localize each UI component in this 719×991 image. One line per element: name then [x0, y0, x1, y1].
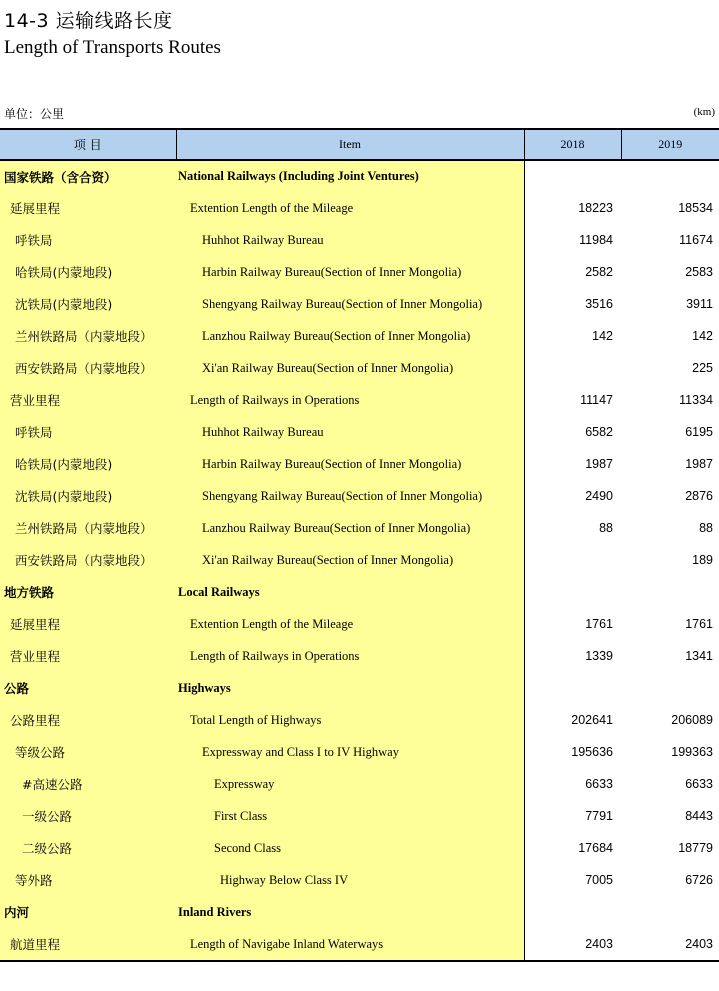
value-2018: 11147 [580, 393, 613, 407]
value-2018 [524, 160, 621, 192]
value-2019: 6726 [685, 873, 713, 887]
value-2019: 6195 [685, 425, 713, 439]
row-label-cn: 一级公路 [0, 800, 176, 832]
row-label-en: Expressway and Class I to IV Highway [176, 736, 524, 768]
value-2019: 11334 [679, 393, 713, 407]
row-label-en: First Class [176, 800, 524, 832]
value-2018: 2582 [585, 265, 613, 279]
column-header-2019: 2019 [621, 129, 719, 160]
value-2019: 18779 [678, 841, 713, 855]
value-2019: 225 [692, 361, 713, 375]
table-row [0, 192, 719, 224]
table-row [0, 832, 719, 864]
row-label-en: Second Class [176, 832, 524, 864]
value-2019: 1987 [685, 457, 713, 471]
row-label-en: Shengyang Railway Bureau(Section of Inner Mongolia) [176, 480, 524, 512]
table-row [0, 928, 719, 961]
row-label-cn: 兰州铁路局（内蒙地段） [0, 320, 176, 352]
row-label-en: Local Railways [176, 576, 524, 608]
value-2019 [621, 672, 719, 704]
value-2019 [621, 576, 719, 608]
value-2018: 195636 [571, 745, 613, 759]
row-label-en: National Railways (Including Joint Ventures) [176, 160, 524, 192]
row-label-cn: #高速公路 [0, 768, 176, 800]
value-2018 [524, 352, 621, 384]
value-2019: 18534 [678, 201, 713, 215]
value-2018: 2403 [524, 928, 621, 961]
value-2018: 11984 [579, 233, 613, 247]
value-2019: 1341 [685, 649, 713, 663]
row-label-en: Extention Length of the Mileage [176, 608, 524, 640]
row-label-en: Harbin Railway Bureau(Section of Inner Mongolia) [176, 448, 524, 480]
value-2018: 142 [592, 329, 613, 343]
value-2018 [524, 672, 621, 704]
table-row [0, 480, 719, 512]
value-2018: 1339 [585, 649, 613, 663]
row-label-cn: 兰州铁路局（内蒙地段） [0, 512, 176, 544]
row-label-en: Lanzhou Railway Bureau(Section of Inner Mongolia) [176, 512, 524, 544]
column-header-item-en: Item [176, 129, 524, 160]
value-2019: 88 [699, 521, 713, 535]
table-row [0, 672, 719, 704]
value-2019: 199363 [671, 745, 713, 759]
row-label-en: Expressway [176, 768, 524, 800]
value-2019: 2583 [685, 265, 713, 279]
column-header-item-cn: 项 目 [0, 129, 176, 160]
value-2018 [524, 544, 621, 576]
row-label-en: Highways [176, 672, 524, 704]
table-row [0, 864, 719, 896]
row-label-en: Inland Rivers [176, 896, 524, 928]
value-2018: 17684 [578, 841, 613, 855]
table-row [0, 896, 719, 928]
table-body [0, 160, 719, 961]
row-label-en: Extention Length of the Mileage [176, 192, 524, 224]
table-row [0, 256, 719, 288]
routes-table [0, 128, 719, 962]
row-label-en: Total Length of Highways [176, 704, 524, 736]
row-label-en: Length of Navigabe Inland Waterways [176, 928, 524, 961]
table-row [0, 768, 719, 800]
unit-label-cn: 单位：公里 [4, 107, 65, 121]
value-2019: 2876 [685, 489, 713, 503]
table-row [0, 416, 719, 448]
value-2019: 6633 [685, 777, 713, 791]
row-label-cn: 西安铁路局（内蒙地段） [0, 544, 176, 576]
row-label-cn: 公路 [0, 672, 176, 704]
table-row [0, 448, 719, 480]
table-row [0, 736, 719, 768]
table-row [0, 288, 719, 320]
table-row [0, 704, 719, 736]
value-2019 [621, 896, 719, 928]
table-row [0, 352, 719, 384]
table-row [0, 640, 719, 672]
row-label-en: Xi'an Railway Bureau(Section of Inner Mongolia) [176, 352, 524, 384]
value-2019: 142 [692, 329, 713, 343]
value-2018: 202641 [571, 713, 613, 727]
page-title-en: Length of Transports Routes [4, 37, 221, 58]
row-label-cn: 国家铁路（含合资） [0, 160, 176, 192]
row-label-cn: 营业里程 [0, 384, 176, 416]
row-label-cn: 地方铁路 [0, 576, 176, 608]
value-2018: 1761 [585, 617, 613, 631]
row-label-en: Xi'an Railway Bureau(Section of Inner Mongolia) [176, 544, 524, 576]
row-label-cn: 呼铁局 [0, 416, 176, 448]
row-label-en: Huhhot Railway Bureau [176, 416, 524, 448]
value-2019: 11674 [679, 233, 713, 247]
page-title-cn: 14-3 运输线路长度 [4, 10, 173, 32]
row-label-cn: 延展里程 [0, 608, 176, 640]
row-label-cn: 等外路 [0, 864, 176, 896]
row-label-en: Length of Railways in Operations [176, 384, 524, 416]
row-label-cn: 内河 [0, 896, 176, 928]
value-2019: 1761 [685, 617, 713, 631]
table-row [0, 384, 719, 416]
value-2018: 3516 [585, 297, 613, 311]
value-2018: 88 [599, 521, 613, 535]
value-2018: 6633 [585, 777, 613, 791]
row-label-en: Lanzhou Railway Bureau(Section of Inner Mongolia) [176, 320, 524, 352]
row-label-cn: 呼铁局 [0, 224, 176, 256]
row-label-cn: 二级公路 [0, 832, 176, 864]
value-2018: 2490 [585, 489, 613, 503]
table-row [0, 576, 719, 608]
table-row [0, 608, 719, 640]
value-2019: 189 [692, 553, 713, 567]
row-label-cn: 西安铁路局（内蒙地段） [0, 352, 176, 384]
row-label-cn: 哈铁局(内蒙地段) [0, 256, 176, 288]
row-label-cn: 航道里程 [0, 928, 176, 961]
value-2018: 6582 [585, 425, 613, 439]
value-2019: 8443 [685, 809, 713, 823]
value-2018: 7791 [585, 809, 613, 823]
row-label-en: Highway Below Class IV [176, 864, 524, 896]
row-label-en: Length of Railways in Operations [176, 640, 524, 672]
value-2018: 18223 [578, 201, 613, 215]
table-row [0, 320, 719, 352]
row-label-cn: 沈铁局(内蒙地段) [0, 288, 176, 320]
row-label-en: Harbin Railway Bureau(Section of Inner Mongolia) [176, 256, 524, 288]
row-label-cn: 等级公路 [0, 736, 176, 768]
row-label-cn: 哈铁局(内蒙地段) [0, 448, 176, 480]
value-2019: 2403 [621, 928, 719, 961]
table-row [0, 800, 719, 832]
row-label-en: Shengyang Railway Bureau(Section of Inner Mongolia) [176, 288, 524, 320]
value-2019: 3911 [686, 297, 713, 311]
table-row [0, 160, 719, 192]
row-label-en: Huhhot Railway Bureau [176, 224, 524, 256]
table-row [0, 224, 719, 256]
row-label-cn: 沈铁局(内蒙地段) [0, 480, 176, 512]
column-header-2018: 2018 [524, 129, 621, 160]
value-2019 [621, 160, 719, 192]
row-label-cn: 延展里程 [0, 192, 176, 224]
table-row [0, 512, 719, 544]
unit-label-en: (km) [693, 106, 715, 118]
value-2019: 206089 [671, 713, 713, 727]
table-header-row [0, 129, 719, 160]
value-2018 [524, 896, 621, 928]
value-2018 [524, 576, 621, 608]
value-2018: 7005 [585, 873, 613, 887]
row-label-cn: 营业里程 [0, 640, 176, 672]
row-label-cn: 公路里程 [0, 704, 176, 736]
table-row [0, 544, 719, 576]
value-2018: 1987 [585, 457, 613, 471]
